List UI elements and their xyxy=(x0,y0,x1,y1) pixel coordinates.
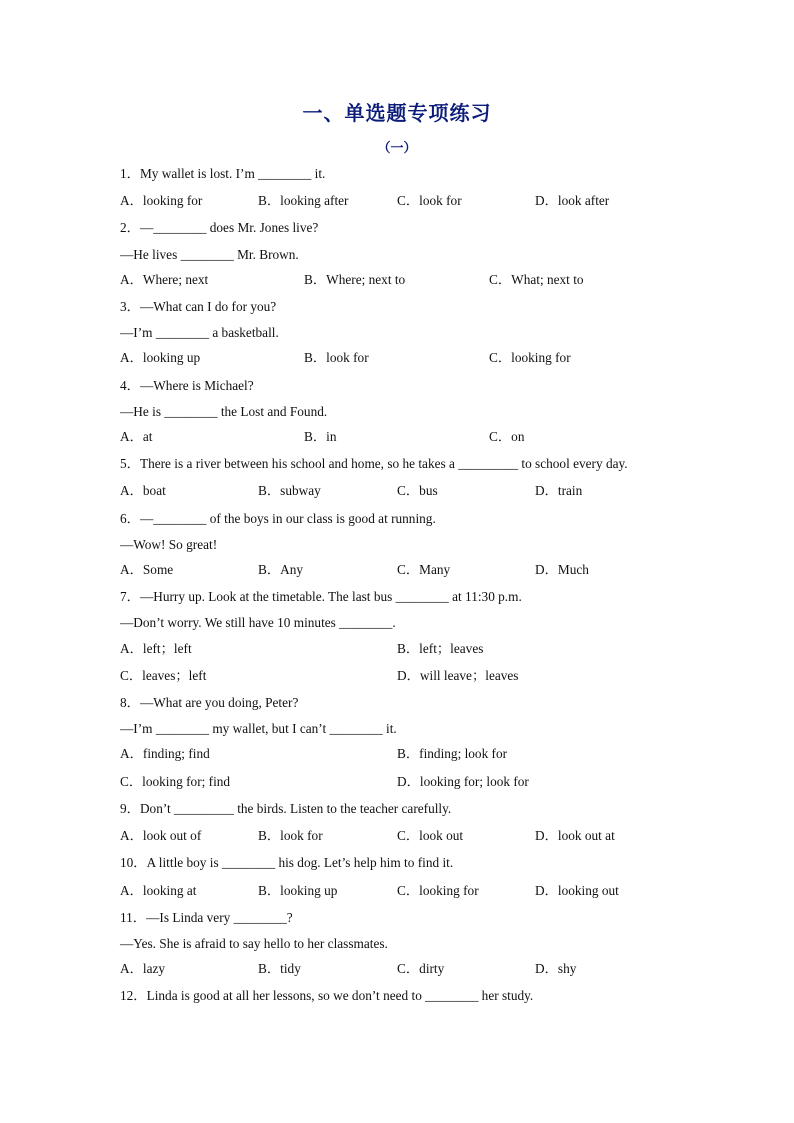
question-10-option-d: D．looking out xyxy=(535,883,619,898)
question-5-option-d: D．train xyxy=(535,483,583,498)
question-6-option-c: C．Many xyxy=(397,562,451,577)
question-10-option-a: A．looking at xyxy=(120,883,197,898)
question-1-option-b: B．looking after xyxy=(258,193,349,208)
question-3-stem: 3．—What can I do for you? xyxy=(120,299,277,314)
question-8-option-d: D．looking for; look for xyxy=(397,774,529,789)
question-10-option-b: B．looking up xyxy=(258,883,338,898)
question-3-option-a: A．looking up xyxy=(120,350,201,365)
question-8-stem: 8．—What are you doing, Peter? xyxy=(120,695,299,710)
question-11-option-b: B．tidy xyxy=(258,961,301,976)
question-2-line2: —He lives ________ Mr. Brown. xyxy=(120,247,299,262)
question-11-option-d: D．shy xyxy=(535,961,577,976)
question-6-option-b: B．Any xyxy=(258,562,304,577)
question-9-option-b: B．look for xyxy=(258,828,323,843)
question-11-option-c: C．dirty xyxy=(397,961,445,976)
question-9-option-a: A．look out of xyxy=(120,828,202,843)
question-3-line2: —I’m ________ a basketball. xyxy=(120,325,279,340)
question-9-option-c: C．look out xyxy=(397,828,464,843)
question-8-option-b: B．finding; look for xyxy=(397,746,508,761)
question-9-option-d: D．look out at xyxy=(535,828,615,843)
question-6-option-a: A．Some xyxy=(120,562,174,577)
question-7-option-a: A．left；left xyxy=(120,641,192,656)
question-2-option-b: B．Where; next to xyxy=(304,272,406,287)
question-8-line2: —I’m ________ my wallet, but I can’t ________ it. xyxy=(120,721,397,736)
question-2-stem: 2．—________ does Mr. Jones live? xyxy=(120,220,319,235)
question-6-stem: 6．—________ of the boys in our class is good at running. xyxy=(120,511,436,526)
question-11-option-a: A．lazy xyxy=(120,961,166,976)
question-10-option-c: C．looking for xyxy=(397,883,479,898)
question-4-line2: —He is ________ the Lost and Found. xyxy=(120,404,328,419)
question-8-option-a: A．finding; find xyxy=(120,746,210,761)
question-2-option-a: A．Where; next xyxy=(120,272,209,287)
question-11-stem: 11．—Is Linda very ________? xyxy=(120,910,293,925)
question-5-option-b: B．subway xyxy=(258,483,321,498)
section-subtitle: （一） xyxy=(377,141,417,156)
question-7-stem: 7．—Hurry up. Look at the timetable. The last bus ________ at 11:30 p.m. xyxy=(120,589,522,604)
question-3-option-b: B．look for xyxy=(304,350,369,365)
question-5-option-a: A．boat xyxy=(120,483,166,498)
question-9-stem: 9．Don’t _________ the birds. Listen to the teacher carefully. xyxy=(120,801,452,816)
question-1-option-c: C．look for xyxy=(397,193,462,208)
question-2-option-c: C．What; next to xyxy=(489,272,584,287)
question-7-option-d: D．will leave；leaves xyxy=(397,668,519,683)
question-12-stem: 12．Linda is good at all her lessons, so we don’t need to ________ her study. xyxy=(120,988,534,1003)
question-5-stem: 5．There is a river between his school and home, so he takes a _________ to school every day. xyxy=(120,456,628,471)
question-1-option-a: A．looking for xyxy=(120,193,203,208)
question-4-stem: 4．—Where is Michael? xyxy=(120,378,254,393)
question-3-option-c: C．looking for xyxy=(489,350,571,365)
question-4-option-c: C．on xyxy=(489,429,525,444)
question-5-option-c: C．bus xyxy=(397,483,438,498)
question-7-line2: —Don’t worry. We still have 10 minutes ________. xyxy=(120,615,396,630)
question-7-option-b: B．left；leaves xyxy=(397,641,484,656)
question-1-stem: 1．My wallet is lost. I’m ________ it. xyxy=(120,166,326,181)
question-8-option-c: C．looking for; find xyxy=(120,774,231,789)
question-1-option-d: D．look after xyxy=(535,193,610,208)
question-6-option-d: D．Much xyxy=(535,562,589,577)
question-10-stem: 10．A little boy is ________ his dog. Let’s help him to find it. xyxy=(120,855,454,870)
question-11-line2: —Yes. She is afraid to say hello to her classmates. xyxy=(120,936,388,951)
page-title: 一、单选题专项练习 xyxy=(302,101,492,125)
question-7-option-c: C．leaves；left xyxy=(120,668,207,683)
question-4-option-a: A．at xyxy=(120,429,153,444)
question-6-line2: —Wow! So great! xyxy=(120,537,218,552)
question-4-option-b: B．in xyxy=(304,429,337,444)
